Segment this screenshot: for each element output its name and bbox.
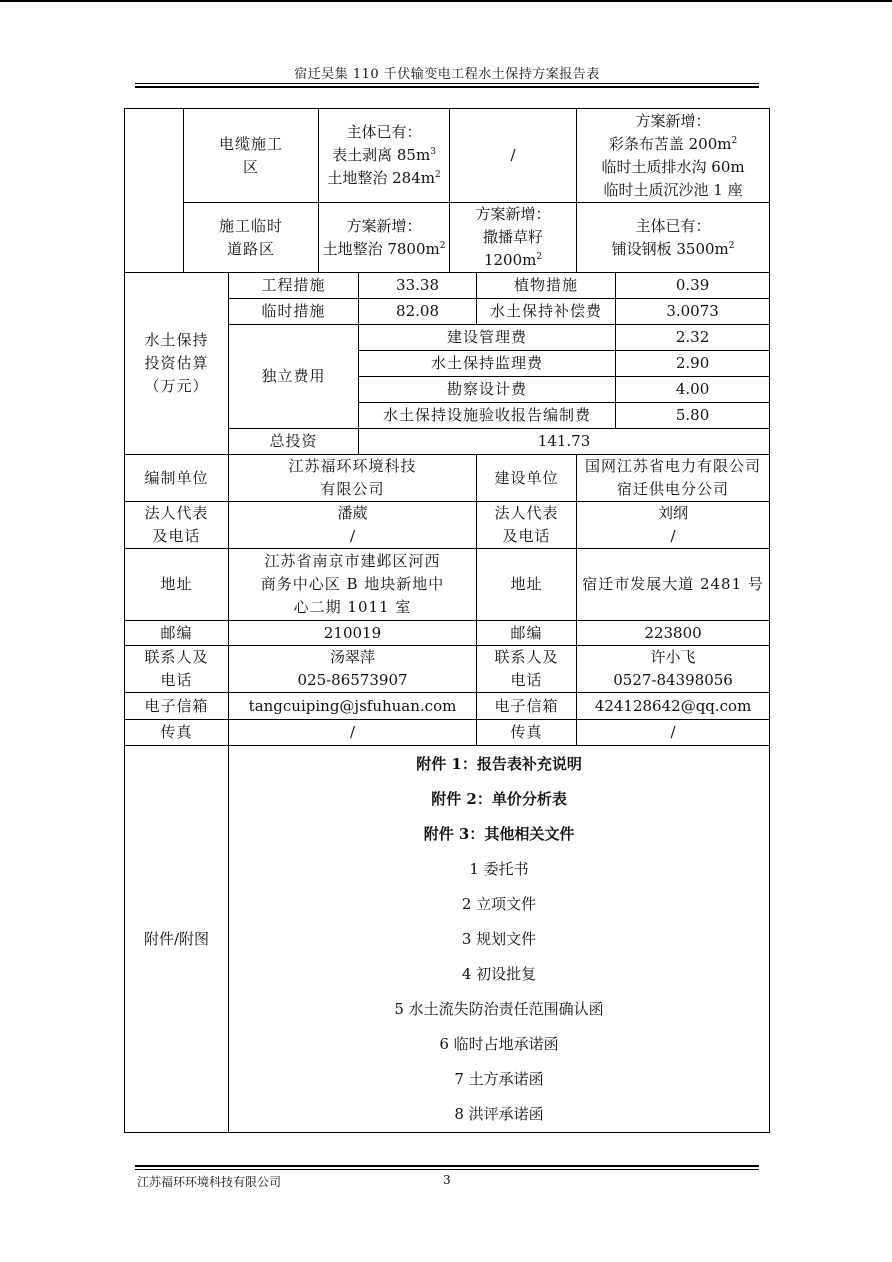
independent-fee-item-label: 水土保持监理费 — [359, 351, 616, 377]
attachments-list — [229, 746, 770, 1133]
attachment-item: 1 委托书 — [469, 859, 529, 878]
unit-row — [125, 455, 770, 502]
attachment-item: 附件 1：报告表补充说明 — [416, 754, 582, 773]
header-rule-thick — [135, 86, 759, 88]
cable-area-vegetation: / — [450, 109, 577, 203]
independent-fee-item-value: 4.00 — [616, 377, 770, 403]
compensation-fee-label: 水土保持补偿费 — [477, 299, 616, 325]
independent-fee-item-label: 勘察设计费 — [359, 377, 616, 403]
compiler-legal-label: 法人代表 及电话 — [125, 502, 229, 549]
independent-fee-label: 独立费用 — [229, 325, 359, 429]
fax-row — [125, 720, 770, 746]
attachment-item: 4 初设批复 — [461, 964, 537, 983]
compiler-email-value: tangcuiping@jsfuhuan.com — [229, 693, 477, 720]
postcode-row — [125, 621, 770, 646]
measures-left-blank — [125, 109, 184, 273]
investment-row-engineering — [125, 273, 770, 299]
engineering-measures-label: 工程措施 — [229, 273, 359, 299]
compiler-contact-value: 汤翠萍 025-86573907 — [229, 646, 477, 693]
compiler-email-label: 电子信箱 — [125, 693, 229, 720]
builder-legal-value: 刘纲 / — [577, 502, 770, 549]
builder-fax-label: 传真 — [477, 720, 577, 746]
cable-area-row — [125, 109, 770, 203]
total-investment-value: 141.73 — [359, 429, 770, 455]
independent-fee-item-value: 2.90 — [616, 351, 770, 377]
builder-email-value: 424128642@qq.com — [577, 693, 770, 720]
builder-unit-name: 国网江苏省电力有限公司 宿迁供电分公司 — [577, 455, 770, 502]
attachment-item: 3 规划文件 — [461, 929, 537, 948]
compiler-unit-label: 编制单位 — [125, 455, 229, 502]
attachment-item: 5 水土流失防治责任范围确认函 — [394, 999, 604, 1018]
header-rule — [135, 83, 759, 84]
road-area-vegetation: 方案新增： 撒播草籽 $1200m^2$ — [450, 203, 577, 273]
email-row — [125, 693, 770, 720]
attachment-item: 2 立项文件 — [461, 894, 537, 913]
top-border — [0, 0, 892, 2]
builder-postcode-label: 邮编 — [477, 621, 577, 646]
builder-postcode-value: 223800 — [577, 621, 770, 646]
builder-email-label: 电子信箱 — [477, 693, 577, 720]
builder-contact-value: 许小飞 0527-84398056 — [577, 646, 770, 693]
attachment-item: 6 临时占地承诺函 — [439, 1034, 559, 1053]
document-header: 宿迁吴集 110 千伏输变电工程水土保持方案报告表 — [294, 67, 600, 82]
attachment-item: 附件 2：单价分析表 — [431, 789, 567, 808]
builder-address-label: 地址 — [477, 549, 577, 621]
footer-company: 江苏福环环境科技有限公司 — [137, 1175, 282, 1189]
compiler-postcode-value: 210019 — [229, 621, 477, 646]
temporary-measures-value: 82.08 — [359, 299, 477, 325]
footer-rule-thick — [135, 1165, 759, 1167]
compiler-address-label: 地址 — [125, 549, 229, 621]
compiler-legal-value: 潘葳 / — [229, 502, 477, 549]
attachment-item: 7 土方承诺函 — [454, 1069, 544, 1088]
attachments-row — [125, 746, 770, 1133]
compiler-address-value: 江苏省南京市建邺区河西 商务中心区 B 地块新地中 心二期 1011 室 — [229, 549, 477, 621]
independent-fee-item-label: 水土保持设施验收报告编制费 — [359, 403, 616, 429]
total-investment-label: 总投资 — [229, 429, 359, 455]
legal-rep-row — [125, 502, 770, 549]
compiler-fax-label: 传真 — [125, 720, 229, 746]
builder-legal-label: 法人代表 及电话 — [477, 502, 577, 549]
attachment-item: 附件 3：其他相关文件 — [423, 824, 575, 843]
cable-area-label: 电缆施工 区 — [184, 109, 319, 203]
independent-fee-item-value: 2.32 — [616, 325, 770, 351]
builder-fax-value: / — [577, 720, 770, 746]
builder-contact-label: 联系人及 电话 — [477, 646, 577, 693]
road-area-temporary: 主体已有： 铺设钢板 $3500m^2$ — [577, 203, 770, 273]
footer-rule — [135, 1169, 759, 1170]
compensation-fee-value: 3.0073 — [616, 299, 770, 325]
address-row — [125, 549, 770, 621]
compiler-contact-label: 联系人及 电话 — [125, 646, 229, 693]
temporary-measures-label: 临时措施 — [229, 299, 359, 325]
attachment-item: 8 洪评承诺函 — [454, 1104, 544, 1123]
attachments-label: 附件/附图 — [125, 746, 229, 1133]
report-table — [124, 108, 770, 1133]
compiler-fax-value: / — [229, 720, 477, 746]
investment-section-label: 水土保持 投资估算 （万元） — [125, 273, 229, 455]
builder-unit-label: 建设单位 — [477, 455, 577, 502]
road-area-engineering: 方案新增： 土地整治 $7800m^2$ — [319, 203, 450, 273]
cable-area-temporary: 方案新增： 彩条布苫盖 $200m^2$ 临时土质排水沟 60m 临时土质沉沙池 1 座 — [577, 109, 770, 203]
road-area-row — [125, 203, 770, 273]
cable-area-engineering: 主体已有： 表土剥离 $85m^3$ 土地整治 $284m^2$ — [319, 109, 450, 203]
compiler-postcode-label: 邮编 — [125, 621, 229, 646]
plant-measures-value: 0.39 — [616, 273, 770, 299]
independent-fee-item-label: 建设管理费 — [359, 325, 616, 351]
contact-row — [125, 646, 770, 693]
compiler-unit-name: 江苏福环环境科技 有限公司 — [229, 455, 477, 502]
plant-measures-label: 植物措施 — [477, 273, 616, 299]
independent-fee-item-value: 5.80 — [616, 403, 770, 429]
page-number: 3 — [443, 1173, 451, 1187]
builder-address-value: 宿迁市发展大道 2481 号 — [577, 549, 770, 621]
engineering-measures-value: 33.38 — [359, 273, 477, 299]
road-area-label: 施工临时 道路区 — [184, 203, 319, 273]
